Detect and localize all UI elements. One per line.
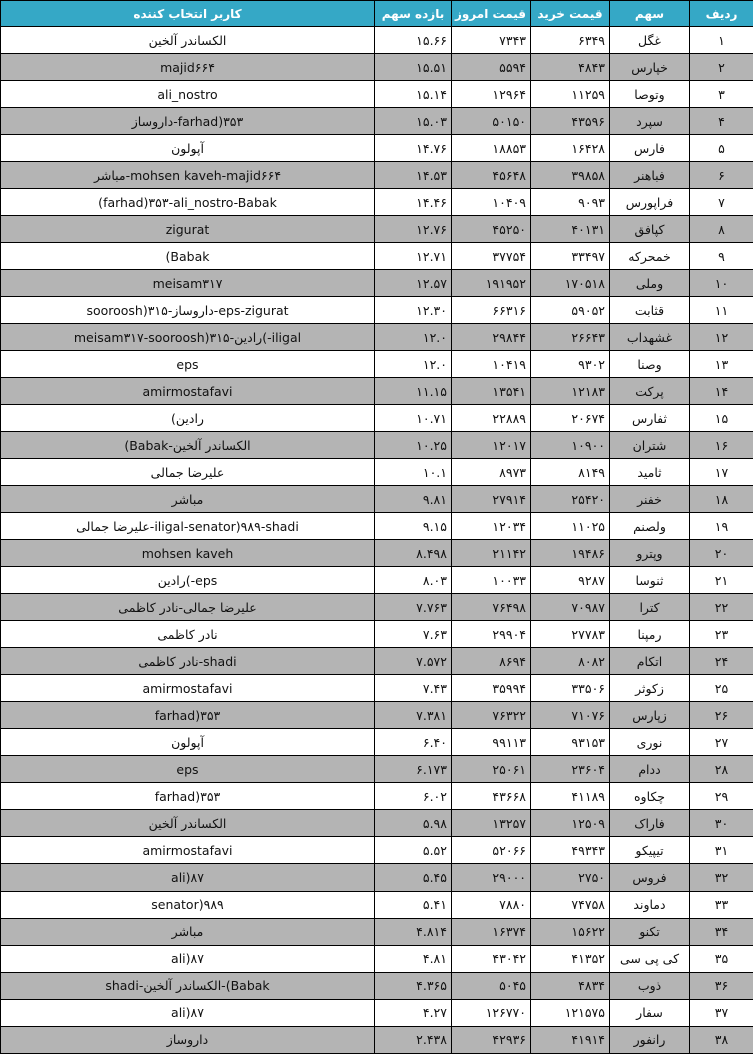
row-number-cell: ۳۳ [690,891,753,918]
today-price-cell: ۷۶۴۹۸ [452,594,531,621]
buy-price-cell: ۲۶۶۴۳ [531,324,610,351]
return-cell: ۶.۱۷۳ [375,756,452,783]
table-row [1,891,753,918]
today-price-cell: ۴۳۶۶۸ [452,783,531,810]
today-price-cell: ۱۰۴۱۹ [452,351,531,378]
row-number-cell: ۱۴ [690,378,753,405]
return-cell: ۵.۵۲ [375,837,452,864]
row-number-cell: ۱۷ [690,459,753,486]
users-cell: مباشر [1,486,375,513]
table-row [1,405,753,432]
header-row [1,1,753,27]
symbol-cell: غشهداب [610,324,690,351]
return-cell: ۷.۷۶۳ [375,594,452,621]
buy-price-cell: ۴۰۱۳۱ [531,216,610,243]
users-cell: iligal-)رادین-meisam۳۱۷-sooroosh)۳۱۵ [1,324,375,351]
today-price-cell: ۳۷۷۵۴ [452,243,531,270]
users-cell: eps [1,756,375,783]
table-row [1,324,753,351]
symbol-cell: قثابت [610,297,690,324]
symbol-cell: ثنوسا [610,567,690,594]
return-cell: ۱۵.۰۳ [375,108,452,135]
today-price-cell: ۲۷۹۱۴ [452,486,531,513]
today-price-cell: ۵۰۱۵۰ [452,108,531,135]
users-cell: eps-)رادین [1,567,375,594]
table-row [1,999,753,1026]
buy-price-cell: ۴۱۹۱۴ [531,1026,610,1053]
header-today-price: قیمت امروز [452,1,531,27]
row-number-cell: ۳۸ [690,1026,753,1053]
users-cell: ali_nostro [1,81,375,108]
table-row [1,864,753,891]
buy-price-cell: ۶۳۴۹ [531,27,610,54]
symbol-cell: پرکت [610,378,690,405]
buy-price-cell: ۹۳۰۲ [531,351,610,378]
table-row [1,54,753,81]
users-cell: مباشر [1,918,375,945]
table-row [1,270,753,297]
buy-price-cell: ۲۳۶۰۴ [531,756,610,783]
row-number-cell: ۱۲ [690,324,753,351]
table-row [1,513,753,540]
users-cell: نادر کاظمی [1,621,375,648]
return-cell: ۱۵.۵۱ [375,54,452,81]
table-row [1,162,753,189]
users-cell: الکساندر آلخین [1,27,375,54]
today-price-cell: ۹۹۱۱۳ [452,729,531,756]
row-number-cell: ۱۸ [690,486,753,513]
buy-price-cell: ۸۱۴۹ [531,459,610,486]
symbol-cell: سپرد [610,108,690,135]
today-price-cell: ۱۳۲۵۷ [452,810,531,837]
row-number-cell: ۲۰ [690,540,753,567]
return-cell: ۲.۴۳۸ [375,1026,452,1053]
return-cell: ۱۴.۷۶ [375,135,452,162]
table-body [1,27,753,1054]
buy-price-cell: ۹۳۱۵۳ [531,729,610,756]
return-cell: ۴.۸۱ [375,945,452,972]
symbol-cell: کترا [610,594,690,621]
today-price-cell: ۵۰۴۵ [452,972,531,999]
table-row [1,27,753,54]
users-cell: farhad)۳۵۳-ali_nostro-Babak) [1,189,375,216]
symbol-cell: رمپنا [610,621,690,648]
users-cell: الکساندر آلخین [1,810,375,837]
table-row [1,945,753,972]
table-row [1,351,753,378]
buy-price-cell: ۹۰۹۳ [531,189,610,216]
return-cell: ۱۱.۱۵ [375,378,452,405]
today-price-cell: ۷۶۳۲۲ [452,702,531,729]
symbol-cell: خمحرکه [610,243,690,270]
row-number-cell: ۲ [690,54,753,81]
users-cell: Babak)-الکساندر آلخین-shadi [1,972,375,999]
today-price-cell: ۴۲۹۳۶ [452,1026,531,1053]
users-cell: iligal-senator)۹۸۹-shadi-علیرضا جمالی [1,513,375,540]
table-row [1,459,753,486]
symbol-cell: ولصنم [610,513,690,540]
table-row [1,675,753,702]
return-cell: ۱۲.۰ [375,351,452,378]
symbol-cell: وصنا [610,351,690,378]
today-price-cell: ۱۰۰۳۳ [452,567,531,594]
return-cell: ۷.۵۷۲ [375,648,452,675]
buy-price-cell: ۱۱۲۵۹ [531,81,610,108]
symbol-cell: تیپیکو [610,837,690,864]
row-number-cell: ۶ [690,162,753,189]
buy-price-cell: ۱۱۰۲۵ [531,513,610,540]
row-number-cell: ۲۹ [690,783,753,810]
symbol-cell: ذوب [610,972,690,999]
buy-price-cell: ۱۶۴۲۸ [531,135,610,162]
symbol-cell: خفنر [610,486,690,513]
table-row [1,594,753,621]
buy-price-cell: ۷۱۰۷۶ [531,702,610,729]
header-buy-price: قیمت خرید [531,1,610,27]
row-number-cell: ۳۴ [690,918,753,945]
return-cell: ۹.۱۵ [375,513,452,540]
table-row [1,432,753,459]
users-cell: shadi-نادر کاظمی [1,648,375,675]
row-number-cell: ۲۴ [690,648,753,675]
row-number-cell: ۳۵ [690,945,753,972]
today-price-cell: ۳۵۹۹۴ [452,675,531,702]
symbol-cell: ثامید [610,459,690,486]
return-cell: ۴.۲۷ [375,999,452,1026]
buy-price-cell: ۷۴۷۵۸ [531,891,610,918]
row-number-cell: ۲۱ [690,567,753,594]
users-cell: داروساز [1,1026,375,1053]
row-number-cell: ۱۱ [690,297,753,324]
return-cell: ۱۵.۱۴ [375,81,452,108]
users-cell: mohsen kaveh [1,540,375,567]
row-number-cell: ۹ [690,243,753,270]
symbol-cell: خپارس [610,54,690,81]
buy-price-cell: ۲۰۶۷۴ [531,405,610,432]
today-price-cell: ۲۲۸۸۹ [452,405,531,432]
symbol-cell: ددام [610,756,690,783]
buy-price-cell: ۱۵۶۲۲ [531,918,610,945]
row-number-cell: ۸ [690,216,753,243]
users-cell: zigurat [1,216,375,243]
table-row [1,810,753,837]
buy-price-cell: ۷۰۹۸۷ [531,594,610,621]
symbol-cell: فراپورس [610,189,690,216]
symbol-cell: وملی [610,270,690,297]
symbol-cell: رانفور [610,1026,690,1053]
buy-price-cell: ۴۳۵۹۶ [531,108,610,135]
users-cell: رادین) [1,405,375,432]
row-number-cell: ۱۳ [690,351,753,378]
table-row [1,540,753,567]
users-cell: farhad)۳۵۳ [1,783,375,810]
row-number-cell: ۴ [690,108,753,135]
buy-price-cell: ۳۹۸۵۸ [531,162,610,189]
table-row [1,81,753,108]
symbol-cell: زکوثر [610,675,690,702]
return-cell: ۵.۴۵ [375,864,452,891]
table-row [1,135,753,162]
row-number-cell: ۷ [690,189,753,216]
return-cell: ۷.۳۸۱ [375,702,452,729]
buy-price-cell: ۱۲۵۰۹ [531,810,610,837]
buy-price-cell: ۴۱۳۵۲ [531,945,610,972]
header-row-number: ردیف [690,1,753,27]
today-price-cell: ۱۶۳۷۴ [452,918,531,945]
today-price-cell: ۱۲۰۱۷ [452,432,531,459]
table-row [1,648,753,675]
users-cell: eps [1,351,375,378]
buy-price-cell: ۱۷۰۵۱۸ [531,270,610,297]
buy-price-cell: ۱۹۴۸۶ [531,540,610,567]
users-cell: Babak) [1,243,375,270]
today-price-cell: ۱۸۸۵۳ [452,135,531,162]
symbol-cell: نوری [610,729,690,756]
row-number-cell: ۳۶ [690,972,753,999]
symbol-cell: فاراک [610,810,690,837]
table-row [1,567,753,594]
today-price-cell: ۴۵۶۴۸ [452,162,531,189]
users-cell: ali)۸۷ [1,864,375,891]
today-price-cell: ۲۱۱۴۲ [452,540,531,567]
return-cell: ۷.۴۳ [375,675,452,702]
table-row [1,486,753,513]
table-row [1,378,753,405]
users-cell: علیرضا جمالی-نادر کاظمی [1,594,375,621]
symbol-cell: ثفارس [610,405,690,432]
symbol-cell: شتران [610,432,690,459]
table-row [1,918,753,945]
table-row [1,702,753,729]
symbol-cell: دماوند [610,891,690,918]
return-cell: ۷.۶۳ [375,621,452,648]
today-price-cell: ۶۶۳۱۶ [452,297,531,324]
users-cell: meisam۳۱۷ [1,270,375,297]
today-price-cell: ۷۳۴۳ [452,27,531,54]
users-cell: farhad)۳۵۳ [1,702,375,729]
table-row [1,837,753,864]
today-price-cell: ۱۰۴۰۹ [452,189,531,216]
users-cell: آپولون [1,135,375,162]
return-cell: ۱۲.۰ [375,324,452,351]
return-cell: ۱۵.۶۶ [375,27,452,54]
users-cell: majid۶۶۴ [1,54,375,81]
users-cell: amirmostafavi [1,675,375,702]
return-cell: ۵.۹۸ [375,810,452,837]
symbol-cell: کی پی سی [610,945,690,972]
row-number-cell: ۲۶ [690,702,753,729]
table-row [1,108,753,135]
return-cell: ۱۰.۷۱ [375,405,452,432]
users-cell: farhad)۳۵۳-داروساز [1,108,375,135]
return-cell: ۶.۰۲ [375,783,452,810]
table-row [1,1026,753,1053]
symbol-cell: فباهنر [610,162,690,189]
table-row [1,756,753,783]
row-number-cell: ۳۷ [690,999,753,1026]
return-cell: ۵.۴۱ [375,891,452,918]
symbol-cell: اتکام [610,648,690,675]
symbol-cell: چکاوه [610,783,690,810]
users-cell: senator)۹۸۹ [1,891,375,918]
return-cell: ۱۲.۷۶ [375,216,452,243]
buy-price-cell: ۲۷۵۰ [531,864,610,891]
buy-price-cell: ۹۲۸۷ [531,567,610,594]
row-number-cell: ۳۱ [690,837,753,864]
today-price-cell: ۲۵۰۶۱ [452,756,531,783]
row-number-cell: ۵ [690,135,753,162]
today-price-cell: ۵۲۰۶۶ [452,837,531,864]
buy-price-cell: ۲۷۷۸۳ [531,621,610,648]
header-symbol: سهم [610,1,690,27]
row-number-cell: ۲۲ [690,594,753,621]
buy-price-cell: ۱۲۱۵۷۵ [531,999,610,1026]
table-row [1,729,753,756]
users-cell: mohsen kaveh-majid۶۶۴-مباشر [1,162,375,189]
users-cell: amirmostafavi [1,378,375,405]
return-cell: ۱۲.۷۱ [375,243,452,270]
today-price-cell: ۱۲۹۶۴ [452,81,531,108]
row-number-cell: ۳ [690,81,753,108]
buy-price-cell: ۴۸۳۴ [531,972,610,999]
row-number-cell: ۲۵ [690,675,753,702]
users-cell: الکساندر آلخین-Babak) [1,432,375,459]
row-number-cell: ۱۰ [690,270,753,297]
today-price-cell: ۲۹۰۰۰ [452,864,531,891]
users-cell: ali)۸۷ [1,999,375,1026]
table-row [1,189,753,216]
return-cell: ۴.۸۱۴ [375,918,452,945]
today-price-cell: ۷۸۸۰ [452,891,531,918]
return-cell: ۱۰.۲۵ [375,432,452,459]
users-cell: ali)۸۷ [1,945,375,972]
table-row [1,243,753,270]
today-price-cell: ۴۵۲۵۰ [452,216,531,243]
buy-price-cell: ۴۸۴۳ [531,54,610,81]
symbol-cell: فارس [610,135,690,162]
buy-price-cell: ۴۹۳۴۳ [531,837,610,864]
symbol-cell: وپترو [610,540,690,567]
today-price-cell: ۲۹۹۰۴ [452,621,531,648]
row-number-cell: ۳۲ [690,864,753,891]
row-number-cell: ۲۷ [690,729,753,756]
symbol-cell: فروس [610,864,690,891]
today-price-cell: ۵۵۹۴ [452,54,531,81]
today-price-cell: ۲۹۸۴۴ [452,324,531,351]
users-cell: eps-zigurat-داروساز-sooroosh)۳۱۵ [1,297,375,324]
row-number-cell: ۱۵ [690,405,753,432]
return-cell: ۱۲.۳۰ [375,297,452,324]
buy-price-cell: ۳۳۴۹۷ [531,243,610,270]
return-cell: ۶.۴۰ [375,729,452,756]
buy-price-cell: ۱۰۹۰۰ [531,432,610,459]
symbol-cell: وتوصا [610,81,690,108]
return-cell: ۱۴.۵۳ [375,162,452,189]
users-cell: آپولون [1,729,375,756]
buy-price-cell: ۳۳۵۰۶ [531,675,610,702]
return-cell: ۸.۰۳ [375,567,452,594]
row-number-cell: ۳۰ [690,810,753,837]
today-price-cell: ۸۶۹۴ [452,648,531,675]
table-row [1,297,753,324]
today-price-cell: ۱۲۶۷۷۰ [452,999,531,1026]
header-stock-return: بازده سهم [375,1,452,27]
symbol-cell: کپافق [610,216,690,243]
row-number-cell: ۲۳ [690,621,753,648]
buy-price-cell: ۵۹۰۵۲ [531,297,610,324]
today-price-cell: ۱۹۱۹۵۲ [452,270,531,297]
today-price-cell: ۴۳۰۴۲ [452,945,531,972]
row-number-cell: ۲۸ [690,756,753,783]
buy-price-cell: ۴۱۱۸۹ [531,783,610,810]
buy-price-cell: ۲۵۴۲۰ [531,486,610,513]
header-selecting-users: کاربر انتخاب کننده [1,1,375,27]
today-price-cell: ۸۹۷۳ [452,459,531,486]
table-row [1,783,753,810]
buy-price-cell: ۱۲۱۸۳ [531,378,610,405]
table-row [1,621,753,648]
return-cell: ۸.۴۹۸ [375,540,452,567]
today-price-cell: ۱۲۰۳۴ [452,513,531,540]
symbol-cell: زپارس [610,702,690,729]
users-cell: علیرضا جمالی [1,459,375,486]
today-price-cell: ۱۳۵۴۱ [452,378,531,405]
symbol-cell: تکنو [610,918,690,945]
return-cell: ۱۴.۴۶ [375,189,452,216]
buy-price-cell: ۸۰۸۲ [531,648,610,675]
row-number-cell: ۱ [690,27,753,54]
symbol-cell: غگل [610,27,690,54]
row-number-cell: ۱۶ [690,432,753,459]
return-cell: ۱۲.۵۷ [375,270,452,297]
table-row [1,972,753,999]
users-cell: amirmostafavi [1,837,375,864]
table-row [1,216,753,243]
return-cell: ۴.۳۶۵ [375,972,452,999]
return-cell: ۱۰.۱ [375,459,452,486]
return-cell: ۹.۸۱ [375,486,452,513]
symbol-cell: سفار [610,999,690,1026]
row-number-cell: ۱۹ [690,513,753,540]
